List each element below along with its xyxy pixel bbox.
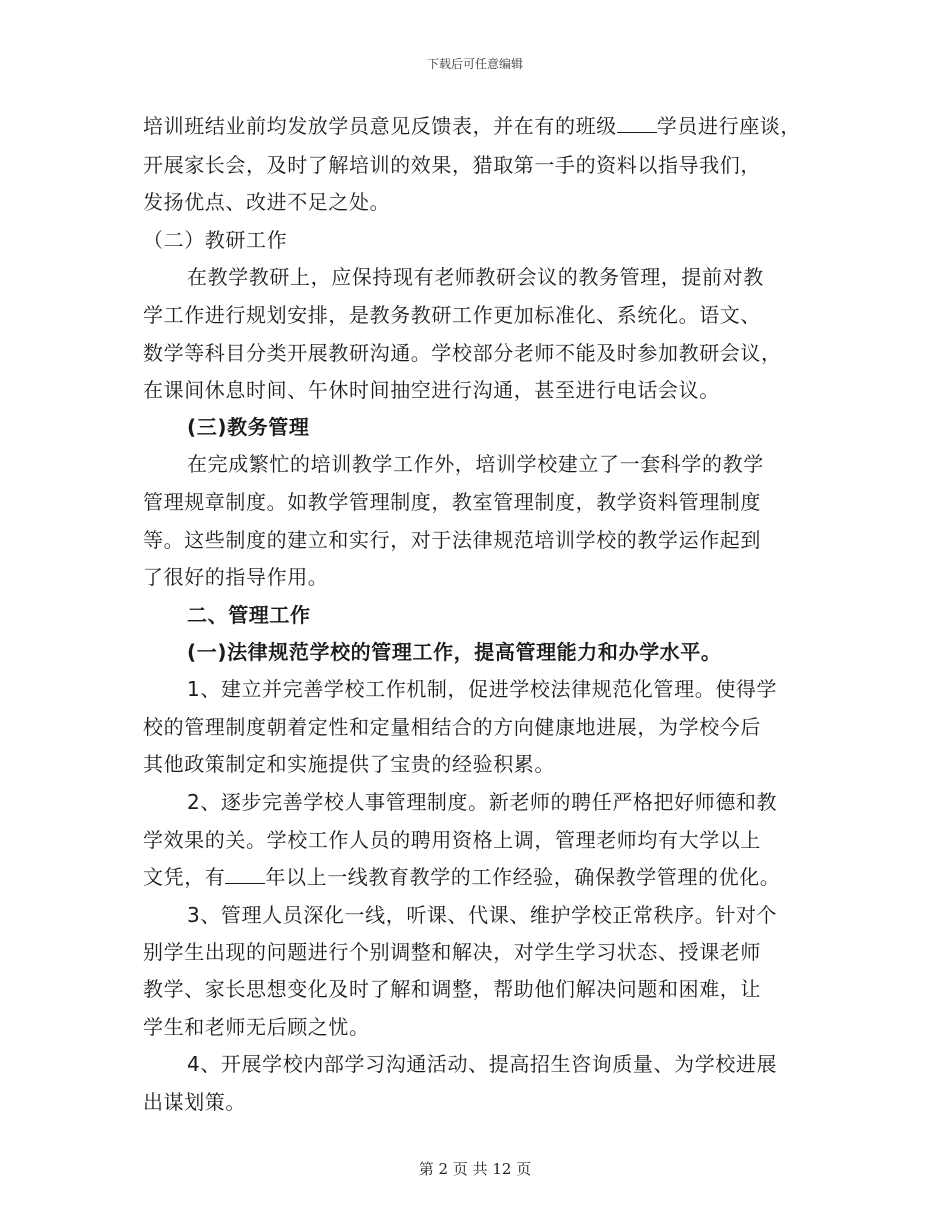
fill-in-blank — [225, 865, 265, 884]
text-line: 其他政策制定和实施提供了宝贵的经验积累。 — [143, 752, 555, 776]
text-line: 出谋划策。 — [143, 1090, 246, 1114]
paragraph-start: 4、开展学校内部学习沟通活动、提高招生咨询质量、为学校进展 — [187, 1052, 778, 1076]
text-line: 管理规章制度。如教学管理制度，教室管理制度，教学资料管理制度 — [143, 490, 761, 514]
section-heading: 二、管理工作 — [187, 603, 311, 627]
page-header: 下载后可任意编辑 — [426, 57, 523, 71]
text-line: 数学等科目分类开展教研沟通。学校部分老师不能及时参加教研会议， — [143, 341, 782, 365]
fill-in-blank — [617, 114, 657, 133]
text-line: 教学、家长思想变化及时了解和调整，帮助他们解决问题和困难，让 — [143, 977, 761, 1001]
paragraph-start: 在完成繁忙的培训教学工作外，培训学校建立了一套科学的教学 — [187, 452, 764, 476]
paragraph-start: 3、管理人员深化一线，听课、代课、维护学校正常秩序。针对个 — [187, 903, 778, 927]
text-line: 了很好的指导作用。 — [143, 565, 329, 589]
text-line: 别学生出现的问题进行个别调整和解决，对学生学习状态、授课老师 — [143, 940, 761, 964]
text-segment: 培训班结业前均发放学员意见反馈表，并在有的班级 — [143, 114, 617, 138]
text-line: 等。这些制度的建立和实行，对于法律规范培训学校的教学运作起到 — [143, 528, 761, 552]
page-number-footer: 第 2 页 共 12 页 — [418, 1160, 532, 1178]
section-heading: （二）教研工作 — [143, 228, 288, 252]
text-segment: 学员进行座谈， — [656, 114, 802, 138]
text-line: 开展家长会，及时了解培训的效果，猎取第一手的资料以指导我们， — [143, 153, 761, 177]
text-segment: 年以上一线教育教学的工作经验，确保教学管理的优化。 — [265, 865, 781, 889]
text-segment: 文凭，有 — [143, 865, 226, 889]
section-heading: (三)教务管理 — [187, 415, 310, 439]
text-line: 校的管理制度朝着定性和定量相结合的方向健康地进展，为学校今后 — [143, 715, 761, 739]
text-line — [143, 113, 801, 139]
paragraph-start: 在教学教研上，应保持现有老师教研会议的教务管理，提前对教 — [187, 265, 764, 289]
text-line: 发扬优点、改进不足之处。 — [143, 190, 391, 214]
subsection-heading: (一)法律规范学校的管理工作，提高管理能力和办学水平。 — [187, 640, 722, 664]
text-line: 在课间休息时间、午休时间抽空进行沟通，甚至进行电话会议。 — [143, 378, 720, 402]
text-line: 学效果的关。学校工作人员的聘用资格上调，管理老师均有大学以上 — [143, 828, 761, 852]
paragraph-start: 1、建立并完善学校工作机制，促进学校法律规范化管理。使得学 — [187, 677, 778, 701]
text-line: 学生和老师无后顾之忧。 — [143, 1015, 370, 1039]
text-line: 学工作进行规划安排，是教务教研工作更加标准化、系统化。语文、 — [143, 303, 761, 327]
paragraph-start: 2、逐步完善学校人事管理制度。新老师的聘任严格把好师德和教 — [187, 790, 778, 814]
text-line — [143, 864, 780, 890]
